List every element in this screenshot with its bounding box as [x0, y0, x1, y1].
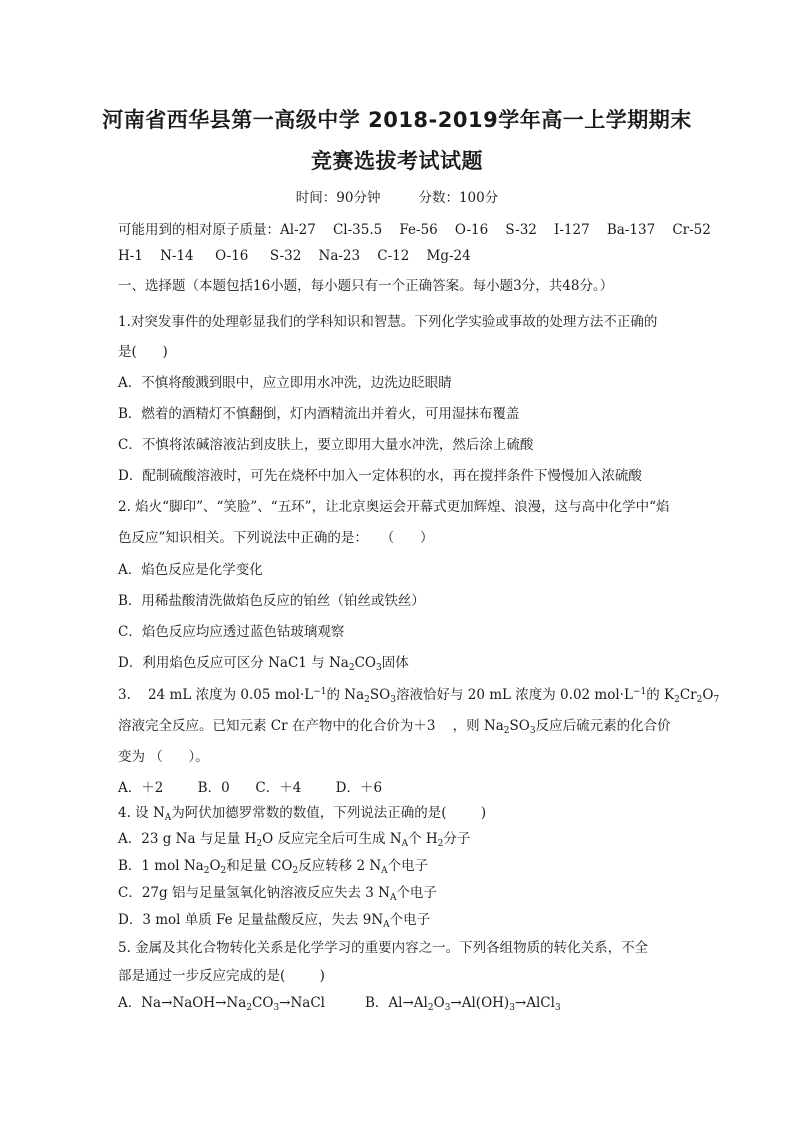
exam-title-line2: 竞赛选拔考试试题: [311, 149, 483, 173]
q1-stem-line1: 1.对突发事件的处理彰显我们的学科知识和智慧。下列化学实验或事故的处理方法不正确的: [118, 314, 658, 330]
q3-options: A．＋2 B．0 C．＋4 D．＋6: [118, 780, 383, 796]
q1-option-c: C．不慎将浓碱溶液沾到皮肤上，要立即用大量水冲洗，然后涂上硫酸: [118, 437, 534, 453]
q2-option-a: A．焰色反应是化学变化: [118, 562, 263, 578]
q5-options: [118, 991, 561, 1011]
q2-stem-line1: 2. 焰火“脚印”、“笑脸”、“五环”，让北京奥运会开幕式更加辉煌、浪漫，这与高中化学中“焰: [118, 499, 670, 515]
q5-stem-line1: 5. 金属及其化合物转化关系是化学学习的重要内容之一。下列各组物质的转化关系，不全: [118, 940, 649, 956]
q4-option-d: D．3 mol 单质 Fe 足量盐酸反应，失去 $9N_A$个电子: [118, 912, 431, 930]
q1-option-b: B．燃着的酒精灯不慎翻倒，灯内酒精流出并着火，可用湿抹布覆盖: [118, 406, 520, 422]
q1-option-a: A．不慎将酸溅到眼中，应立即用水冲洗，边洗边眨眼睛: [118, 375, 452, 391]
q1-stem-line2: 是( ): [118, 344, 168, 360]
q2-option-d: D．利用焰色反应可区分 NaC1 与 $Na_2CO_3$固体: [118, 655, 409, 673]
q4-option-c: C．27g 铝与足量氢氧化钠溶液反应失去 3 $N_A$个电子: [118, 885, 437, 903]
section-heading: 一、选择题（本题包括16小题，每小题只有一个正确答案。每小题3分，共48分。）: [118, 278, 614, 294]
exam-score: 分数：100分: [418, 190, 499, 206]
q4-option-b: B．1 mol $Na_2O_2$和足量 $CO_2$反应转移 2 $N_A$个电子: [118, 858, 429, 876]
q3-stem-line3: 变为 （ ）。: [118, 749, 209, 765]
atomic-masses-line1: 可能用到的相对原子质量：Al-27 Cl-35.5 Fe-56 O-16 S-32 I-127 Ba-137 Cr-52: [118, 222, 711, 238]
q1-option-d: D．配制硫酸溶液时，可先在烧杯中加入一定体积的水，再在搅拌条件下慢慢加入浓硫酸: [118, 468, 642, 484]
q2-option-c: C．焰色反应均应透过蓝色钴玻璃观察: [118, 624, 345, 640]
q4-stem: 4. 设 $N_A$为阿伏加德罗常数的数值，下列说法正确的是( ): [118, 805, 487, 823]
exam-meta: [0, 186, 794, 206]
q2-stem-line2: 色反应”知识相关。下列说法中正确的是： （ ）: [118, 530, 434, 546]
exam-title-line1: 河南省西华县第一高级中学 2018-2019学年高一上学期期末: [102, 108, 692, 132]
q3-stem-line2: 溶液完全反应。已知元素 Cr 在产物中的化合价为＋3 ，则 $Na_2SO_3$反应后硫元素的化合价: [118, 718, 671, 736]
q5-option-b: B．$Al\to Al_2O_3\to Al(OH)_3\to AlCl_3$: [365, 995, 561, 1013]
q5-option-a: A．$Na\to NaOH\to Na_2CO_3\to NaCl$: [118, 995, 325, 1013]
atomic-masses-line2: H-1 N-14 O-16 S-32 Na-23 C-12 Mg-24: [118, 248, 471, 264]
q4-option-a: A．23 g Na 与足量 $H_2O$ 反应完全后可生成 $N_A$个 $H_2$分子: [118, 831, 471, 849]
exam-time: 时间：90分钟: [295, 190, 381, 206]
q5-stem-line2: 部是通过一步反应完成的是( ): [118, 968, 325, 984]
q2-option-b: B．用稀盐酸清洗做焰色反应的铂丝（铂丝或铁丝）: [118, 593, 425, 609]
q3-stem-line1: 3. 24 mL 浓度为 0.05 $mol\cdot L^{-1}$的 $Na_2SO_3$溶液恰好与 20 mL 浓度为 0.02 $mol\cdot L^{-1}$的 $K_2Cr_2O_7$: [118, 687, 720, 705]
